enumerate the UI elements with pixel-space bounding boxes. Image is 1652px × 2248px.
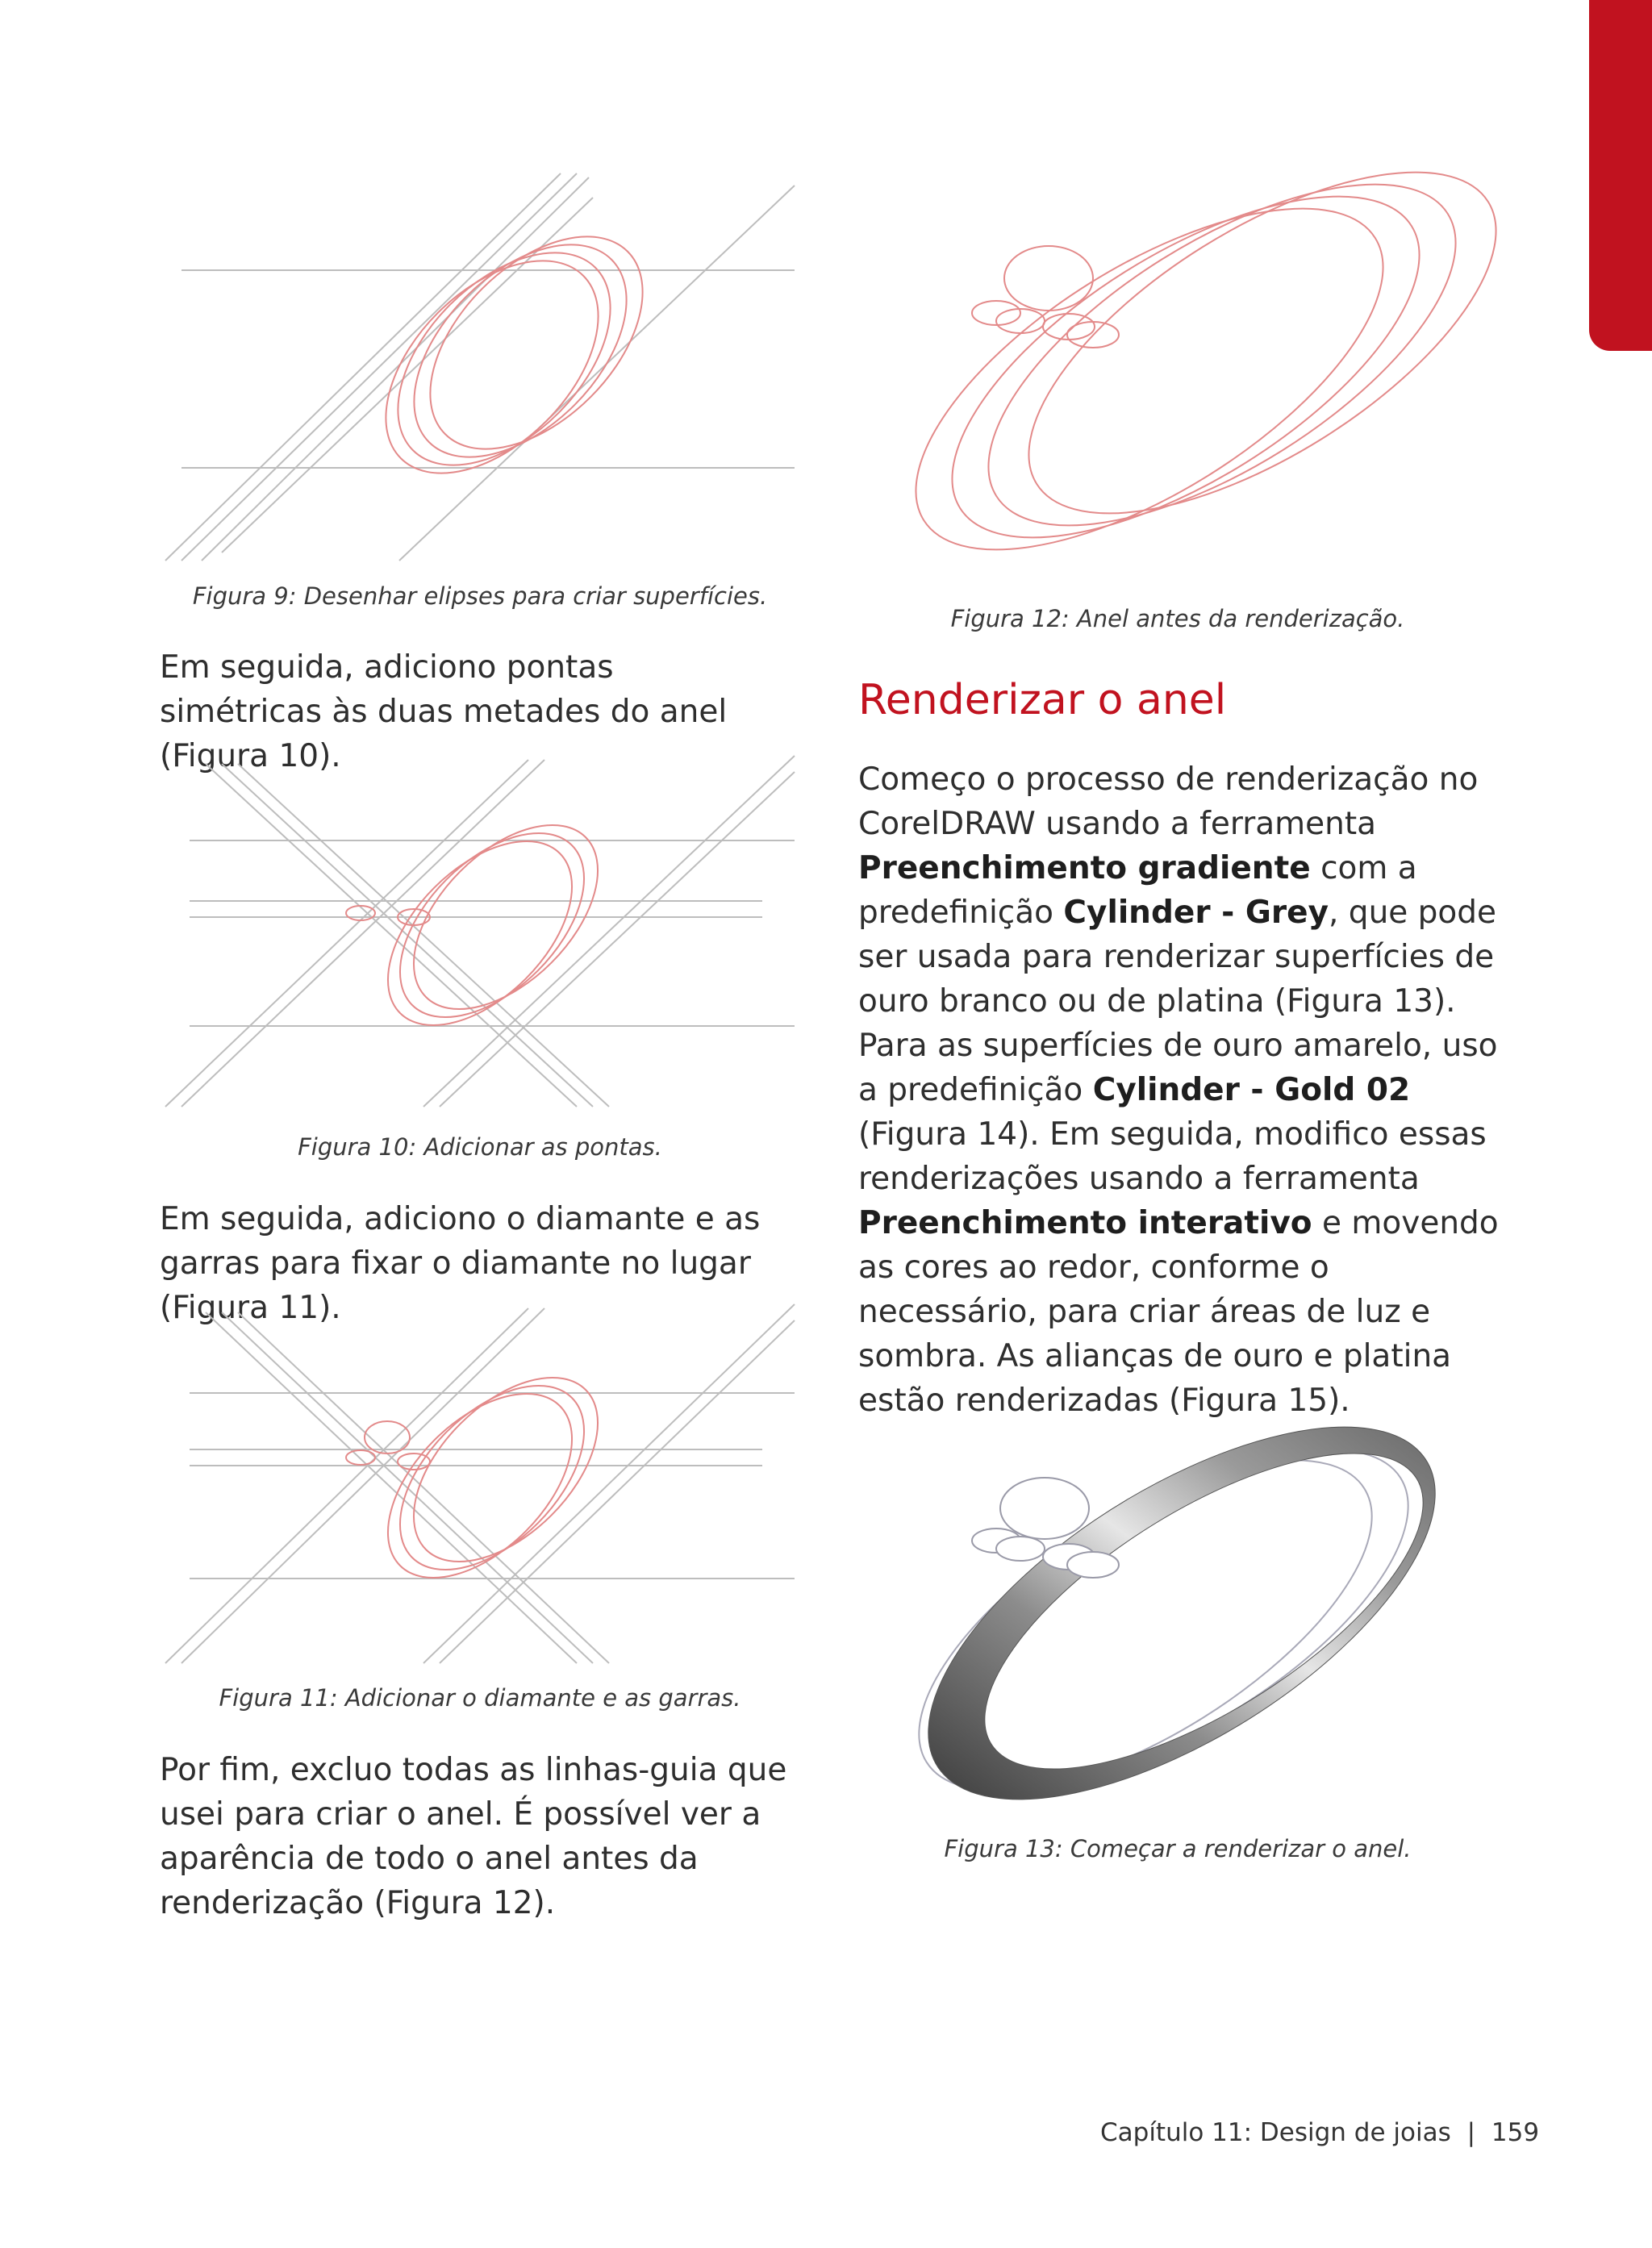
section-heading: Renderizar o anel: [858, 676, 1227, 724]
render-text-4: (Figura 14). Em seguida, modifico essas renderizações usando a ferramenta: [858, 1116, 1487, 1197]
figure-12-image: [855, 161, 1500, 573]
render-text-5: e movendo as cores ao redor, conforme o necessário, para criar áreas de luz e sombra. As alianças de ouro e platina estão renderizadas (Figura 15).: [858, 1205, 1499, 1419]
figure-10-image: [157, 752, 803, 1115]
figure-9-image: [157, 165, 803, 569]
render-text-2: com a predefinição: [858, 850, 1417, 931]
render-text-1: Começo o processo de renderização no CorelDRAW usando a ferramenta: [858, 761, 1479, 842]
footer-separator: |: [1466, 2118, 1476, 2147]
figure-10-caption: Figura 10: Adicionar as pontas.: [298, 1133, 662, 1161]
figure-12-caption: Figura 12: Anel antes da renderização.: [950, 605, 1405, 632]
render-text-3: , que pode ser usada para renderizar superfícies de ouro branco ou de platina (Figura 13). Para as superfícies de ouro amarelo, uso a predefinição: [858, 895, 1498, 1108]
figure-13-caption: Figura 13: Começar a renderizar o anel.: [944, 1835, 1412, 1862]
paragraph-3: Por fim, excluo todas as linhas-guia que usei para criar o anel. É possível ver a aparência de todo o anel antes da renderização (Figura 12).: [160, 1752, 787, 1921]
preset-cylinder-grey: Cylinder - Grey: [1063, 895, 1329, 931]
chapter-title: Capítulo 11: Design de joias: [1100, 2118, 1451, 2147]
paragraph-render: [858, 757, 1504, 1423]
chapter-tab: [1589, 0, 1652, 351]
figure-9-caption: Figura 9: Desenhar elipses para criar superfícies.: [192, 582, 768, 610]
page-footer: [1100, 2118, 1539, 2147]
figure-13-image: [855, 1403, 1500, 1815]
page-number: 159: [1491, 2118, 1540, 2147]
tool-interactive-fill: Preenchimento interativo: [858, 1205, 1312, 1241]
figure-11-image: [157, 1300, 803, 1671]
paragraph-2: Em seguida, adiciono o diamante e as garras para fixar o diamante no lugar (Figura 11).: [160, 1201, 761, 1326]
figure-11-caption: Figura 11: Adicionar o diamante e as garras.: [219, 1684, 741, 1712]
tool-gradient-fill: Preenchimento gradiente: [858, 850, 1311, 886]
preset-cylinder-gold: Cylinder - Gold 02: [1092, 1072, 1411, 1108]
paragraph-1: Em seguida, adiciono pontas simétricas às duas metades do anel (Figura 10).: [160, 649, 728, 774]
